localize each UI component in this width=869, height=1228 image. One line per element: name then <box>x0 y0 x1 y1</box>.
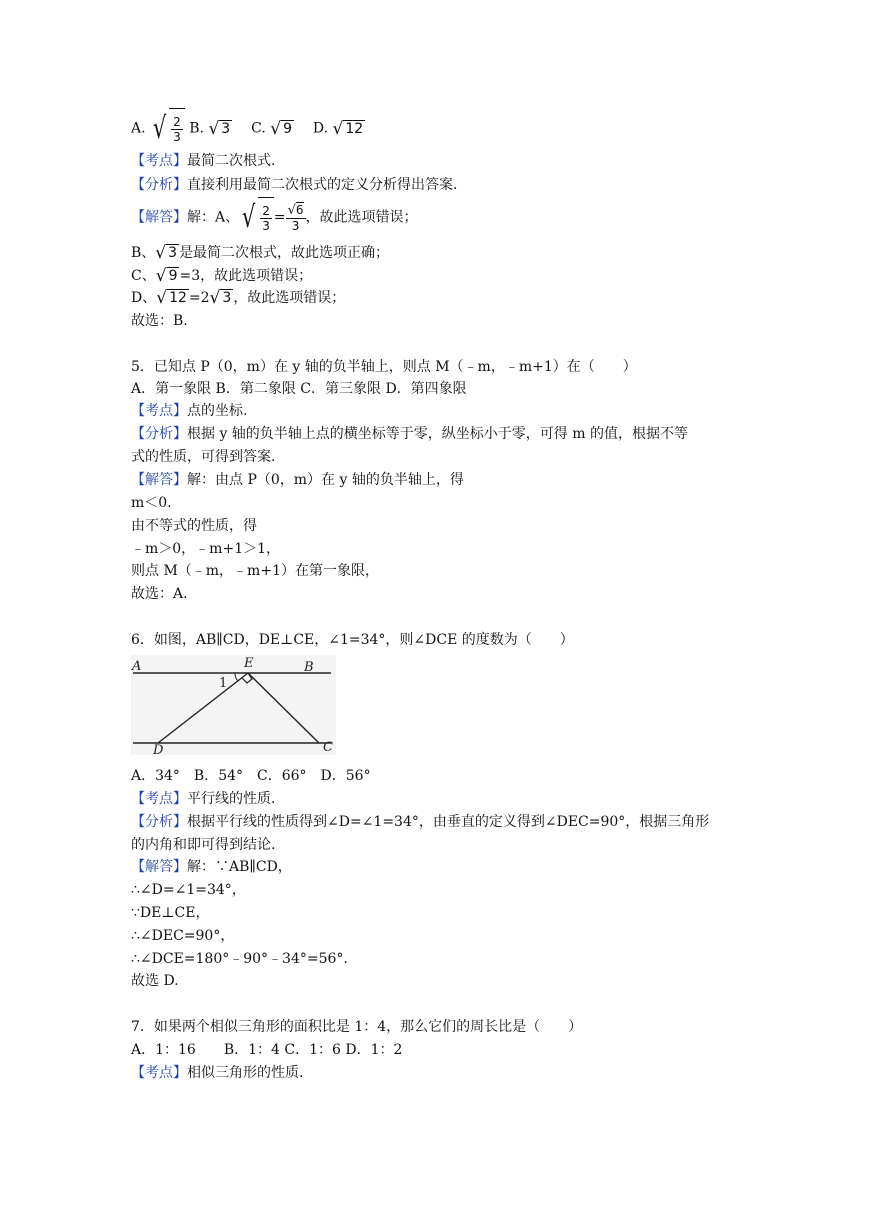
q6-stem: 6．如图，AB∥CD，DE⊥CE，∠1=34°，则∠DCE 的度数为（ ） <box>131 632 574 648</box>
q4-line-d-pre: D、 <box>131 290 157 306</box>
q7-stem: 7．如果两个相似三角形的面积比是 1：4，那么它们的周长比是（ ） <box>131 1019 583 1035</box>
q5-stem: 5．已知点 P（0，m）在 y 轴的负半轴上，则点 M（﹣m，﹣m+1）在（ ） <box>131 359 637 375</box>
q7-options: A．1：16 B．1：4 C．1：6 D．1：2 <box>131 1042 403 1058</box>
radical-sign: √ <box>155 243 167 263</box>
q6-jieda <box>131 857 292 877</box>
label-e: E <box>244 656 254 671</box>
q5-line-5: 则点 M（﹣m，﹣m+1）在第一象限， <box>131 563 379 579</box>
q4-option-d-radicand: 12 <box>345 120 364 137</box>
q5-line-2: m＜0. <box>131 495 172 511</box>
q4-jieda-result-fraction: $\frac{√6}{3}$ <box>287 202 304 233</box>
q5-fenxi <box>131 424 688 444</box>
q6-fenxi-line-2: 的内角和即可得到结论. <box>131 837 276 853</box>
q4-option-a-radicand <box>169 108 185 149</box>
q4-jieda-radicand <box>258 197 274 238</box>
q6-kaodian-text: 平行线的性质. <box>187 791 276 807</box>
fenxi-tag: 【分析】 <box>131 814 187 830</box>
q6-fenxi <box>131 812 709 832</box>
q6-answer: 故选 D. <box>131 973 179 989</box>
parallel-lines-figure <box>131 655 336 755</box>
q5-fenxi-line-2: 式的性质，可得到答案. <box>131 449 276 465</box>
label-angle-1: 1 <box>219 676 228 691</box>
q4-line-c-post: =3，故此选项错误； <box>179 268 313 284</box>
radical-sign: √ <box>208 118 220 139</box>
radical-sign: √ <box>155 266 167 286</box>
q4-jieda-post: ，故此选项错误； <box>305 209 418 226</box>
q6-jieda-text-1: 解：∵AB∥CD， <box>187 859 292 875</box>
q5-kaodian-text: 点的坐标. <box>187 403 248 419</box>
q4-option-a-numerator: 2 <box>173 114 181 129</box>
q5-jieda <box>131 470 464 490</box>
q6-line-2: ∴∠D=∠1=34°， <box>131 882 246 898</box>
radical-sign: √ <box>241 199 256 235</box>
label-c: C <box>323 740 333 755</box>
q4-kaodian <box>131 151 275 171</box>
q4-line-d-radicand-2: 3 <box>222 290 232 306</box>
q4-option-a-denominator: 3 <box>173 129 181 144</box>
radical-sign: √ <box>332 118 344 139</box>
q4-option-b-radicand: 3 <box>221 120 231 137</box>
q4-jieda-numerator: 2 <box>262 203 270 218</box>
fenxi-tag: 【分析】 <box>131 426 187 442</box>
kaodian-tag: 【考点】 <box>131 1065 187 1081</box>
q4-jieda-pre: 解：A、 <box>187 209 240 226</box>
q6-fenxi-text-1: 根据平行线的性质得到∠D=∠1=34°，由垂直的定义得到∠DEC=90°，根据三角形 <box>187 814 710 830</box>
q5-line-4: ﹣m＞0，﹣m+1＞1， <box>131 541 281 557</box>
q6-line-4: ∴∠DEC=90°， <box>131 928 235 944</box>
q7-kaodian-text: 相似三角形的性质. <box>187 1065 304 1081</box>
q5-jieda-text-1: 解：由点 P（0，m）在 y 轴的负半轴上，得 <box>187 472 464 488</box>
q6-options: A．34° B．54° C．66° D．56° <box>131 768 371 784</box>
q4-answer: 故选：B. <box>131 313 188 329</box>
q6-line-5: ∴∠DCE=180°﹣90°﹣34°=56°. <box>131 951 348 967</box>
jieda-tag: 【解答】 <box>131 472 187 488</box>
label-b: B <box>304 660 314 675</box>
q6-kaodian <box>131 789 275 809</box>
label-d: D <box>153 743 164 755</box>
q4-fenxi <box>131 175 457 195</box>
label-a: A <box>132 659 142 674</box>
q4-option-c-radicand: 9 <box>283 120 292 137</box>
q4-line-c-pre: C、 <box>131 268 156 284</box>
q4-option-d-label: D. <box>312 120 329 137</box>
q4-option-b-label: B. <box>189 120 204 137</box>
q4-line-d-post: ，故此选项错误； <box>233 290 346 306</box>
q4-fenxi-text: 直接利用最简二次根式的定义分析得出答案. <box>187 177 458 193</box>
q5-line-3: 由不等式的性质，得 <box>131 518 257 534</box>
q4-jieda-result-denominator: 3 <box>291 218 300 233</box>
q4-line-c <box>131 266 312 286</box>
radical-sign: √ <box>152 110 167 146</box>
kaodian-tag: 【考点】 <box>131 403 187 419</box>
q4-line-d <box>131 288 345 308</box>
q4-line-b <box>131 243 389 263</box>
fenxi-tag: 【分析】 <box>131 177 187 193</box>
q4-option-a-label: A. <box>131 120 146 137</box>
q5-answer: 故选：A. <box>131 586 188 602</box>
kaodian-tag: 【考点】 <box>131 791 187 807</box>
q4-jieda-equals: = <box>273 209 286 226</box>
q5-fenxi-text-1: 根据 y 轴的负半轴上点的横坐标等于零，纵坐标小于零，可得 m 的值，根据不等 <box>187 426 688 442</box>
q5-kaodian <box>131 401 247 421</box>
q6-line-3: ∵DE⊥CE， <box>131 905 210 921</box>
q4-line-b-post: 是最简二次根式，故此选项正确； <box>179 245 390 261</box>
radical-sign: √ <box>156 288 168 308</box>
kaodian-tag: 【考点】 <box>131 153 187 169</box>
jieda-tag: 【解答】 <box>131 209 187 226</box>
q4-jieda-denominator: 3 <box>262 218 270 233</box>
q4-line-c-radicand: 9 <box>168 268 178 284</box>
radical-sign: √ <box>270 118 282 139</box>
q4-options <box>131 108 365 149</box>
q4-line-b-pre: B、 <box>131 245 156 261</box>
q4-line-d-mid: =2 <box>188 290 210 306</box>
q4-line-d-radicand: 12 <box>169 290 187 306</box>
q4-line-b-radicand: 3 <box>168 245 178 261</box>
q4-jieda-result-numerator: 6 <box>295 202 304 217</box>
radical-sign: √ <box>209 288 221 308</box>
q5-options: A．第一象限 B．第二象限 C．第三象限 D．第四象限 <box>131 381 467 397</box>
q4-kaodian-text: 最简二次根式. <box>187 153 276 169</box>
jieda-tag: 【解答】 <box>131 859 187 875</box>
q7-kaodian <box>131 1063 303 1083</box>
q4-option-c-label: C. <box>251 120 266 137</box>
q4-jieda <box>131 197 418 238</box>
